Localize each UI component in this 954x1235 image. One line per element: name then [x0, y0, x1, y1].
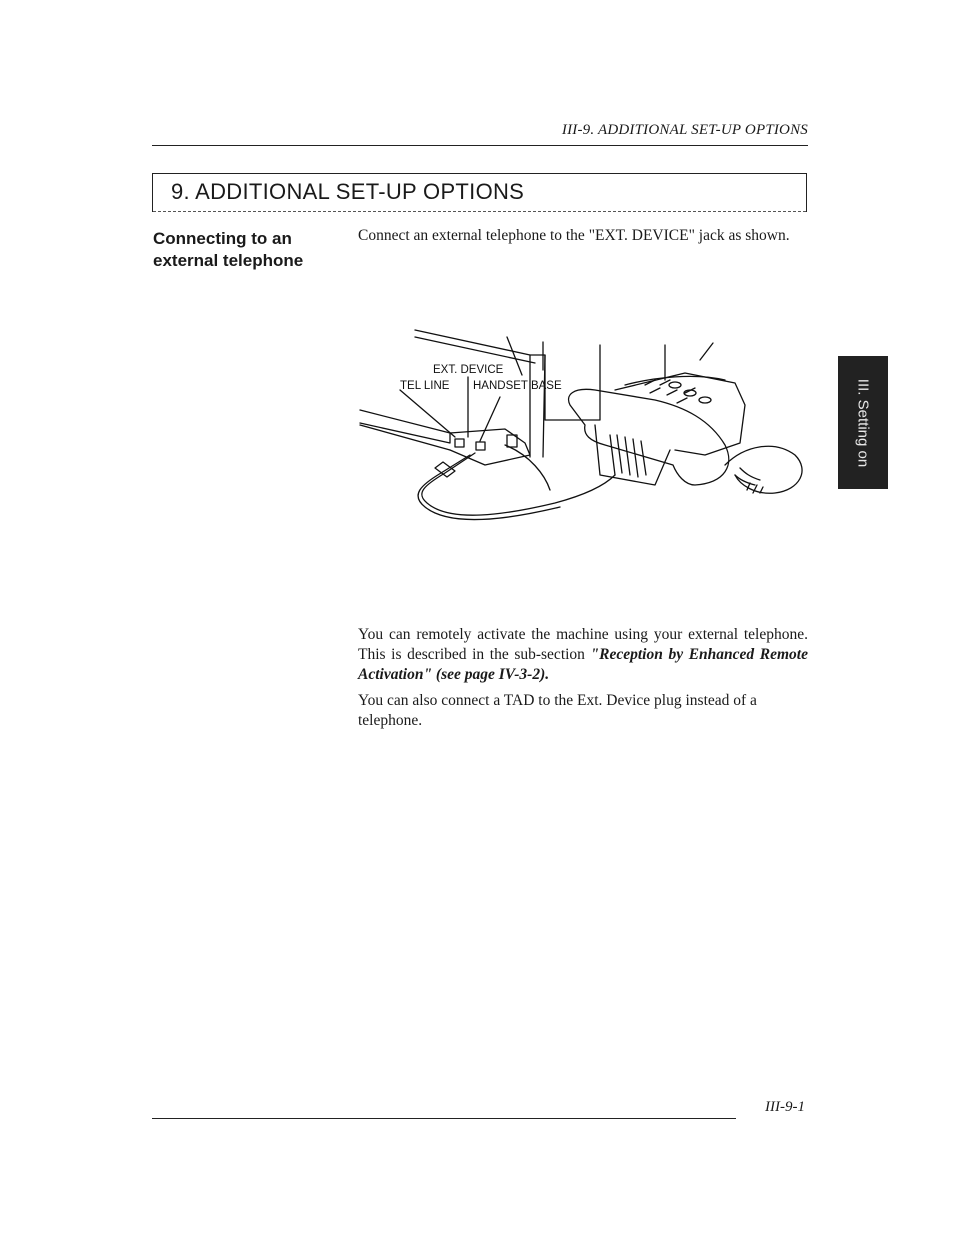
- paragraph-remote-activation-reference: "Reception by Enhanced Remote Activation" (see page IV-3-2).: [358, 646, 808, 683]
- header-rule: [152, 145, 808, 146]
- page-number: III-9-1: [765, 1099, 805, 1115]
- label-ext-device: EXT. DEVICE: [433, 364, 504, 376]
- side-heading: [153, 228, 333, 272]
- side-heading-line-1: Connecting to an: [153, 229, 292, 248]
- paragraph-remote-activation-text: You can remotely activate the machine using your external telephone. This is described in the sub-section: [358, 626, 808, 663]
- section-title-box: [152, 173, 807, 212]
- telephone-base: [615, 373, 745, 455]
- running-header: III-9. ADDITIONAL SET-UP OPTIONS: [561, 122, 808, 138]
- chapter-side-tab-label: III. Setting on: [854, 378, 872, 467]
- coiled-cord: [725, 446, 802, 493]
- tel-line-jack: [455, 439, 464, 447]
- label-tel-line: TEL LINE: [400, 380, 450, 392]
- footer-rule: [152, 1118, 736, 1119]
- chapter-side-tab: [838, 356, 888, 489]
- telephone-handset: [569, 389, 729, 485]
- side-heading-line-2: external telephone: [153, 251, 304, 270]
- paragraph-connect: Connect an external telephone to the "EXT. DEVICE" jack as shown.: [358, 227, 790, 244]
- paragraph-remote-activation: [358, 625, 808, 685]
- ext-device-jack: [476, 442, 485, 450]
- label-handset-base: HANDSET BASE: [473, 380, 562, 392]
- phone-cord: [422, 453, 615, 515]
- fax-telephone-illustration: [355, 325, 815, 545]
- paragraph-tad: You can also connect a TAD to the Ext. Device plug instead of a telephone.: [358, 692, 757, 729]
- section-title: 9. ADDITIONAL SET-UP OPTIONS: [171, 179, 525, 204]
